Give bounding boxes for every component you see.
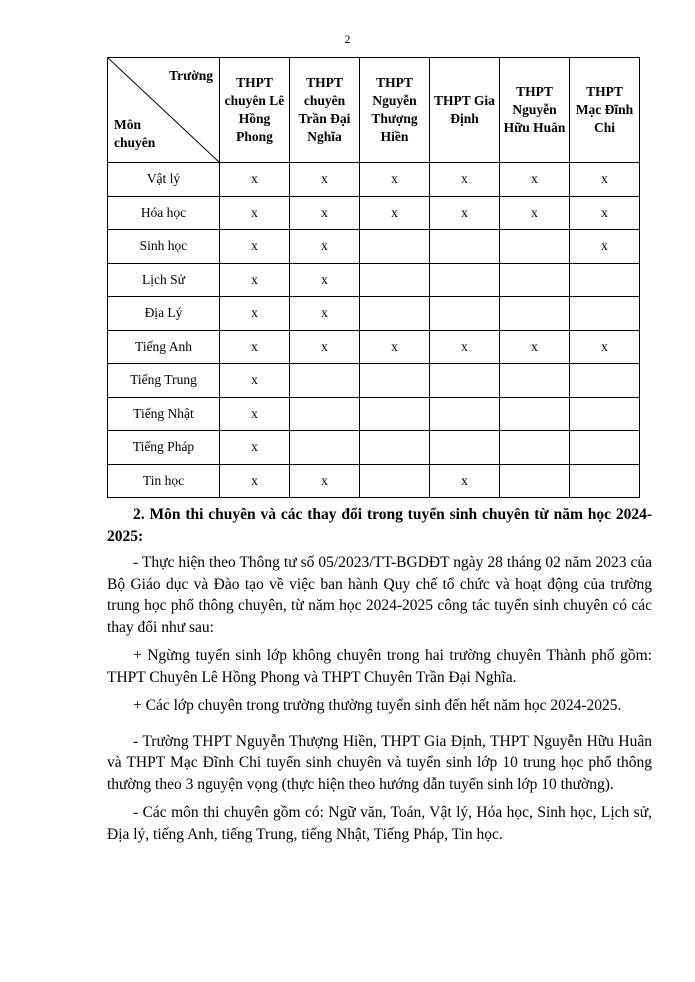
paragraph: - Thực hiện theo Thông tư số 05/2023/TT-BGDĐT ngày 28 tháng 02 năm 2023 của Bộ Giáo dục và Đào tạo về việc ban hành Quy chế tổ chức và hoạt động của trường trung học phổ thông chuyên, từ năm học 2024-2025 công tác tuyển sinh chuyên có các thay đổi như sau: (107, 554, 652, 636)
mark-cell (290, 431, 360, 465)
mark-cell (360, 263, 430, 297)
mark-cell: x (430, 196, 500, 230)
mark-cell: x (570, 196, 640, 230)
mark-cell: x (220, 163, 290, 197)
school-subject-table (107, 57, 640, 498)
mark-cell: x (570, 163, 640, 197)
mark-cell (430, 230, 500, 264)
mark-cell (500, 263, 570, 297)
mark-cell (430, 297, 500, 331)
paragraph: - Các môn thi chuyên gồm có: Ngữ văn, Toán, Vật lý, Hóa học, Sinh học, Lịch sử, Địa lý, tiếng Anh, tiếng Trung, tiếng Nhật, Tiếng Pháp, Tin học. (107, 804, 652, 843)
mark-cell (360, 464, 430, 498)
mark-cell (570, 431, 640, 465)
subject-cell: Tiếng Anh (108, 330, 220, 364)
mark-cell (360, 364, 430, 398)
section-heading: 2. Môn thi chuyên và các thay đổi trong tuyển sinh chuyên từ năm học 2024-2025: (107, 506, 652, 545)
mark-cell: x (430, 330, 500, 364)
mark-cell (430, 431, 500, 465)
mark-cell: x (500, 196, 570, 230)
school-header: THPT Gia Định (430, 58, 500, 163)
mark-cell: x (220, 397, 290, 431)
table-row (108, 330, 640, 364)
mark-cell: x (570, 230, 640, 264)
mark-cell (500, 431, 570, 465)
mark-cell (570, 464, 640, 498)
mark-cell (290, 397, 360, 431)
mark-cell (500, 364, 570, 398)
subject-cell: Tin học (108, 464, 220, 498)
subject-cell: Lịch Sử (108, 263, 220, 297)
mark-cell: x (290, 330, 360, 364)
subject-cell: Sinh học (108, 230, 220, 264)
table-row (108, 230, 640, 264)
mark-cell: x (430, 464, 500, 498)
corner-label-school: Trường (169, 68, 213, 83)
subject-cell: Tiếng Nhật (108, 397, 220, 431)
table-row (108, 397, 640, 431)
mark-cell: x (290, 297, 360, 331)
mark-cell (500, 297, 570, 331)
mark-cell (500, 230, 570, 264)
mark-cell: x (500, 330, 570, 364)
mark-cell: x (290, 163, 360, 197)
mark-cell: x (220, 330, 290, 364)
mark-cell (570, 364, 640, 398)
mark-cell: x (430, 163, 500, 197)
mark-cell (360, 397, 430, 431)
paragraph: + Các lớp chuyên trong trường thường tuyển sinh đến hết năm học 2024-2025. (133, 697, 622, 714)
mark-cell (360, 230, 430, 264)
table-row (108, 297, 640, 331)
school-header: THPT chuyên Lê Hồng Phong (220, 58, 290, 163)
mark-cell: x (570, 330, 640, 364)
mark-cell (360, 431, 430, 465)
table-row (108, 163, 640, 197)
mark-cell: x (220, 263, 290, 297)
mark-cell (290, 364, 360, 398)
subject-cell: Hóa học (108, 196, 220, 230)
mark-cell: x (360, 330, 430, 364)
mark-cell: x (290, 230, 360, 264)
subject-cell: Tiếng Pháp (108, 431, 220, 465)
table-corner-cell (108, 58, 220, 163)
table-row (108, 464, 640, 498)
school-header: THPT Nguyễn Thượng Hiền (360, 58, 430, 163)
mark-cell: x (500, 163, 570, 197)
table-header-row (108, 58, 640, 163)
mark-cell: x (220, 230, 290, 264)
subject-cell: Tiếng Trung (108, 364, 220, 398)
mark-cell (500, 464, 570, 498)
mark-cell (570, 297, 640, 331)
document-body (107, 504, 652, 852)
table-row (108, 263, 640, 297)
mark-cell: x (220, 297, 290, 331)
table-body (108, 163, 640, 498)
mark-cell (430, 263, 500, 297)
paragraph: - Trường THPT Nguyễn Thượng Hiền, THPT Gia Định, THPT Nguyễn Hữu Huân và THPT Mạc Đĩnh Chi tuyển sinh chuyên và tuyển sinh lớp 10 trung học phổ thông thường theo 3 nguyện vọng (thực hiện theo hướng dẫn tuyển sinh lớp 10 thường). (107, 732, 652, 793)
school-header: THPT Nguyễn Hữu Huân (500, 58, 570, 163)
mark-cell: x (220, 431, 290, 465)
mark-cell: x (360, 196, 430, 230)
mark-cell: x (220, 196, 290, 230)
mark-cell (570, 263, 640, 297)
page-number: 2 (344, 32, 351, 46)
table-row (108, 431, 640, 465)
mark-cell: x (290, 464, 360, 498)
mark-cell (430, 397, 500, 431)
mark-cell (500, 397, 570, 431)
mark-cell (430, 364, 500, 398)
table-row (108, 364, 640, 398)
subject-cell: Vật lý (108, 163, 220, 197)
school-header: THPT chuyên Trần Đại Nghĩa (290, 58, 360, 163)
paragraph: + Ngừng tuyển sinh lớp không chuyên trong hai trường chuyên Thành phố gồm: THPT Chuyên Lê Hồng Phong và THPT Chuyên Trần Đại Nghĩa. (107, 647, 652, 686)
mark-cell: x (290, 196, 360, 230)
mark-cell: x (290, 263, 360, 297)
mark-cell: x (360, 163, 430, 197)
subject-cell: Địa Lý (108, 297, 220, 331)
mark-cell (360, 297, 430, 331)
mark-cell: x (220, 364, 290, 398)
mark-cell: x (220, 464, 290, 498)
mark-cell (570, 397, 640, 431)
table-row (108, 196, 640, 230)
school-header: THPT Mạc Đĩnh Chi (570, 58, 640, 163)
corner-label-subject: Môn chuyên (114, 117, 156, 150)
